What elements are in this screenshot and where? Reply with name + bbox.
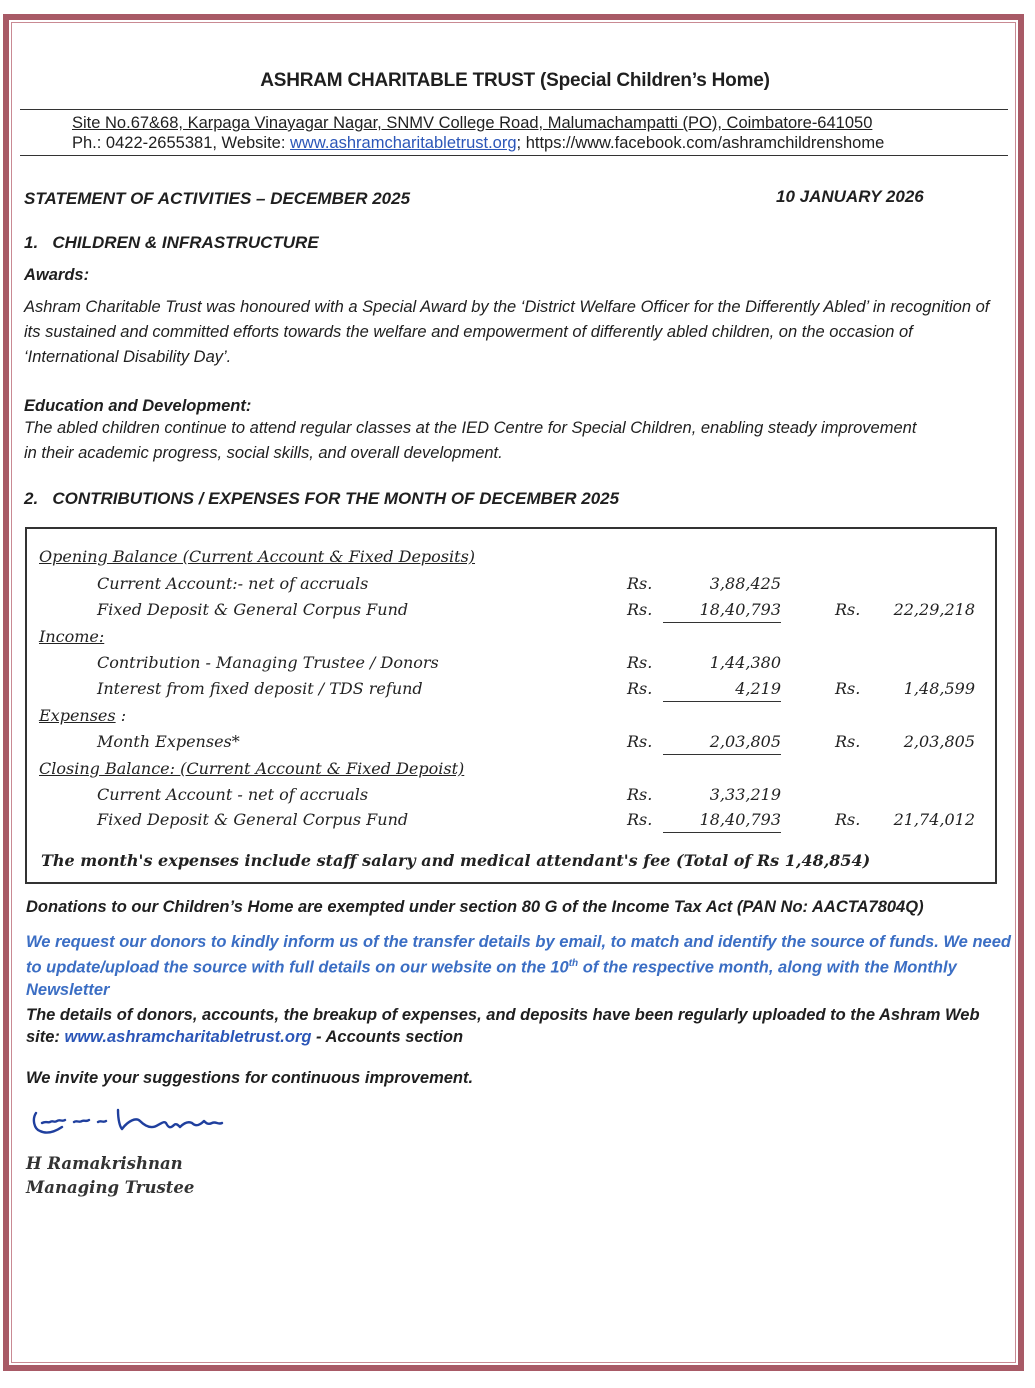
address-line	[72, 113, 872, 133]
opening-fd-label: Fixed Deposit & General Corpus Fund	[97, 600, 409, 619]
request-text-part1: We request our donors to kindly inform us of the transfer details by email, to match and identify the source of funds. We need to update/upload the source with full details on our website on the 10	[26, 933, 1011, 977]
income-total: 1,48,599	[903, 679, 975, 698]
details-text	[26, 1004, 1011, 1048]
table-row	[27, 574, 995, 600]
opening-header: Opening Balance (Current Account & Fixed Deposits)	[39, 547, 476, 566]
signature-image	[28, 1105, 233, 1150]
currency-label: Rs.	[627, 600, 653, 619]
awards-label: Awards:	[24, 266, 90, 284]
section1-heading: 1. CHILDREN & INFRASTRUCTURE	[24, 233, 319, 252]
closing-current-label: Current Account - net of accruals	[97, 785, 369, 804]
statement-date: 10 JANUARY 2026	[776, 187, 924, 206]
org-title: ASHRAM CHARITABLE TRUST (Special Children’s Home)	[260, 70, 770, 91]
signatory-title: Managing Trustee	[26, 1178, 195, 1197]
opening-current-value: 3,88,425	[709, 574, 781, 593]
opening-total: 22,29,218	[893, 600, 975, 619]
expenses-header-wrap	[39, 706, 126, 725]
subtotal-rule	[663, 754, 781, 755]
details-suffix: - Accounts section	[311, 1028, 464, 1046]
opening-current-label: Current Account:- net of accruals	[97, 574, 369, 593]
table-row	[27, 732, 995, 758]
opening-header-row	[27, 547, 995, 573]
table-row	[27, 810, 995, 836]
income-interest-label: Interest from fixed deposit / TDS refund	[97, 679, 423, 698]
currency-label: Rs.	[835, 810, 861, 829]
header-divider-top	[20, 109, 1008, 110]
currency-label: Rs.	[835, 732, 861, 751]
awards-text: Ashram Charitable Trust was honoured with a Special Award by the ‘District Welfare Officer for the Differently Abled’ in recognition of its sustained and committed efforts towards the welfare and empowerment of differently abled children, on the occasion of ‘International Disability Day’.	[24, 298, 990, 366]
invite-text: We invite your suggestions for continuous improvement.	[26, 1069, 474, 1087]
opening-fd-value: 18,40,793	[699, 600, 781, 619]
currency-label: Rs.	[627, 810, 653, 829]
closing-header-row	[27, 759, 995, 785]
expenses-value: 2,03,805	[709, 732, 781, 751]
education-label: Education and Development:	[24, 397, 252, 415]
expenses-colon: :	[115, 706, 127, 725]
tax-exemption-note: Donations to our Children’s Home are exempted under section 80 G of the Income Tax Act (PAN No: AACTA7804Q)	[26, 898, 924, 916]
expenses-total: 2,03,805	[903, 732, 975, 751]
details-text-body: The details of donors, accounts, the breakup of expenses, and deposits have been regularly uploaded to the Ashram Web site:	[26, 1006, 980, 1046]
table-row	[27, 785, 995, 811]
expenses-header-row	[27, 706, 995, 732]
subtotal-rule	[663, 622, 781, 623]
education-text: The abled children continue to attend regular classes at the IED Centre for Special Children, enabling steady improvement in their academic progress, social skills, and overall development.	[24, 419, 917, 462]
currency-label: Rs.	[627, 732, 653, 751]
income-contribution-value: 1,44,380	[709, 653, 781, 672]
request-superscript: th	[568, 958, 579, 969]
closing-fd-label: Fixed Deposit & General Corpus Fund	[97, 810, 409, 829]
facebook-text: ; https://www.facebook.com/ashramchildrenshome	[516, 134, 885, 152]
contact-line	[72, 133, 884, 153]
statement-title: STATEMENT OF ACTIVITIES – DECEMBER 2025	[24, 189, 411, 208]
income-header: Income:	[39, 627, 105, 646]
expenses-label: Month Expenses*	[97, 732, 240, 751]
request-text-part2: of the respective month, along with the Monthly Newsletter	[26, 958, 957, 999]
header-divider-bottom	[20, 155, 1008, 156]
table-row	[27, 653, 995, 679]
signatory-name: H Ramakrishnan	[26, 1154, 183, 1173]
currency-label: Rs.	[627, 653, 653, 672]
website-link[interactable]: www.ashramcharitabletrust.org	[290, 134, 517, 152]
currency-label: Rs.	[835, 679, 861, 698]
section2-heading: 2. CONTRIBUTIONS / EXPENSES FOR THE MONTH OF DECEMBER 2025	[24, 489, 620, 508]
table-row	[27, 600, 995, 626]
closing-current-value: 3,33,219	[709, 785, 781, 804]
phone-text: Ph.: 0422-2655381, Website:	[72, 134, 291, 152]
income-contribution-label: Contribution - Managing Trustee / Donors	[97, 653, 439, 672]
currency-label: Rs.	[835, 600, 861, 619]
donor-request-text	[26, 931, 1011, 1001]
expenses-note: The month's expenses include staff salary and medical attendant's fee (Total of Rs 1,48,854)	[41, 851, 871, 870]
details-website-link[interactable]: www.ashramcharitabletrust.org	[64, 1028, 312, 1046]
currency-label: Rs.	[627, 574, 653, 593]
currency-label: Rs.	[627, 679, 653, 698]
expenses-header: Expenses	[39, 706, 116, 725]
currency-label: Rs.	[627, 785, 653, 804]
subtotal-rule	[663, 832, 781, 833]
subtotal-rule	[663, 701, 781, 702]
closing-header: Closing Balance: (Current Account & Fixed Depoist)	[39, 759, 465, 778]
accounts-box	[25, 527, 997, 884]
income-header-row	[27, 627, 995, 653]
income-interest-value: 4,219	[735, 679, 781, 698]
closing-fd-value: 18,40,793	[699, 810, 781, 829]
signature-icon	[28, 1105, 233, 1145]
closing-total: 21,74,012	[893, 810, 975, 829]
address-text: Site No.67&68, Karpaga Vinayagar Nagar, SNMV College Road, Malumachampatti (PO), Coimbatore-641050	[72, 114, 873, 132]
table-row	[27, 679, 995, 705]
